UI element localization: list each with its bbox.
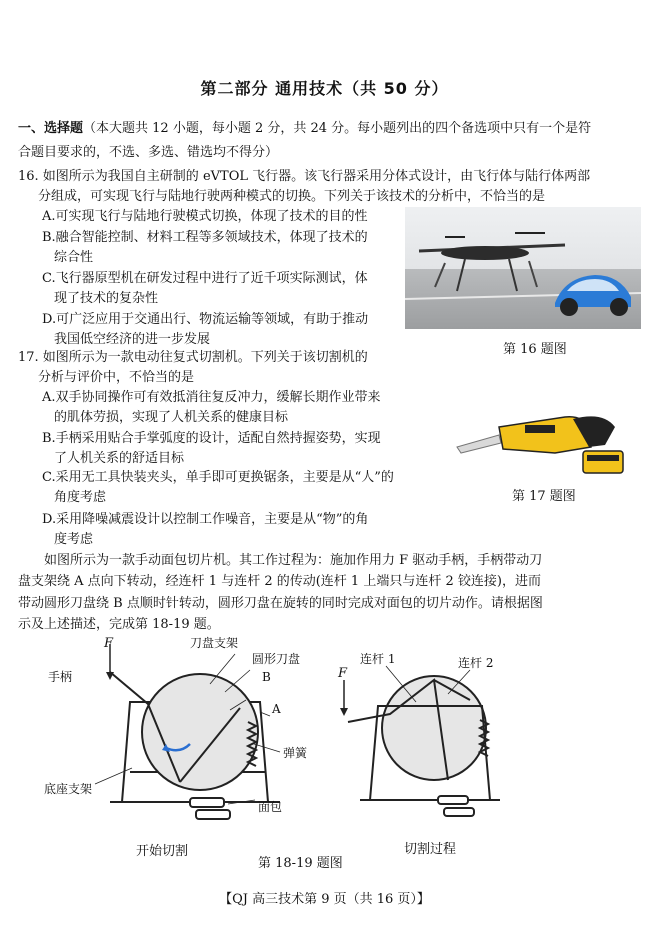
q17-option-c-line-1: C.采用无工具快装夹头，单手即可更换锯条，主要是从“人”的 [42,470,394,485]
handle-label: 手柄 [48,670,73,684]
page-footer: 【QJ 高三技术第 9 页（共 16 页）】 [219,892,430,907]
passage-line-3: 带动圆形刀盘绕 B 点顺时针转动，圆形刀盘在旋转的同时完成对面包的切片动作。请根据图 [18,596,543,611]
bread-slicer-process-diagram [330,640,510,830]
q16-option-b-line-1: B.融合智能控制、材料工程等多领域技术，体现了技术的 [42,230,368,245]
q16-option-d-line-1: D.可广泛应用于交通出行、物流运输等领域，有助于推动 [42,312,369,327]
q16-option-d-line-2: 我国低空经济的进一步发展 [54,332,211,347]
q17-option-c-line-2: 角度考虑 [54,490,107,505]
q16-stem-line-1: 16. 如图所示为我国自主研制的 eVTOL 飞行器。该飞行器采用分体式设计，由飞行体与陆行体两部 [18,169,591,184]
q16-option-b-line-2: 综合性 [54,250,94,265]
bread-slicer-start-diagram [40,632,330,832]
round-blade-label: 圆形刀盘 [252,652,301,666]
q17-stem-line-2: 分析与评价中，不恰当的是 [38,370,195,385]
section-intro-line-1 [18,119,591,139]
q16-stem-line-2: 分组成，可实现飞行与陆地行驶两种模式的切换。下列关于该技术的分析中，不恰当的是 [38,189,546,204]
q17-option-a-line-1: A.双手协同操作可有效抵消往复反冲力，缓解长期作业带来 [42,390,381,405]
evtol-photo [405,207,641,329]
rod-1-label: 连杆 1 [360,652,396,666]
passage-line-4: 示及上述描述，完成第 18-19 题。 [18,617,220,632]
q17-option-b-line-1: B.手柄采用贴合手掌弧度的设计，适配自然持握姿势，实现 [42,431,381,446]
base-frame-label: 底座支架 [44,782,93,796]
passage-line-1: 如图所示为一款手动面包切片机。其工作过程为：施加作用力 F 驱动手柄，手柄带动刀 [44,553,543,568]
rod-2-label: 连杆 2 [458,656,494,670]
bread-label: 面包 [258,800,283,814]
section-heading: 一、选择题 [18,121,84,136]
q17-option-d-line-1: D.采用降噪减震设计以控制工作噪音，主要是从“物”的角 [42,512,369,527]
q17-option-b-line-2: 了人机关系的舒适目标 [54,451,185,466]
q16-option-a: A.可实现飞行与陆地行驶模式切换，体现了技术的目的性 [42,209,368,224]
section-intro-line-2: 合题目要求的，不选、多选、错选均不得分） [18,145,279,160]
spring-label: 弹簧 [283,746,308,760]
left-diagram-caption: 开始切割 [136,844,189,859]
q18-19-figure-caption: 第 18-19 题图 [258,856,343,871]
q17-stem-line-1: 17. 如图所示为一款电动往复式切割机。下列关于该切割机的 [18,350,368,365]
q16-figure-caption: 第 16 题图 [503,342,567,357]
point-b-label: B [262,670,271,684]
right-diagram-caption: 切割过程 [404,842,457,857]
right-force-label: F [338,666,348,681]
point-a-label: A [272,702,281,716]
section-intro-text: （本大题共 12 小题，每小题 2 分，共 24 分。每小题列出的四个备选项中只有一个是符 [83,121,592,136]
passage-line-2: 盘支架绕 A 点向下转动，经连杆 1 与连杆 2 的传动(连杆 1 上端只与连杆 2 铰连接)，进而 [18,574,541,589]
q16-option-c-line-2: 现了技术的复杂性 [54,291,159,306]
reciprocating-saw-photo [455,403,635,478]
q17-figure-caption: 第 17 题图 [512,489,576,504]
page-title: 第二部分 通用技术（共 50 分） [200,79,449,98]
left-force-label: F [104,636,114,651]
blade-bracket-label: 刀盘支架 [190,636,239,650]
q17-option-a-line-2: 的肌体劳损，实现了人机关系的健康目标 [54,410,289,425]
q17-option-d-line-2: 度考虑 [54,532,94,547]
q16-option-c-line-1: C.飞行器原型机在研发过程中进行了近千项实际测试，体 [42,271,368,286]
